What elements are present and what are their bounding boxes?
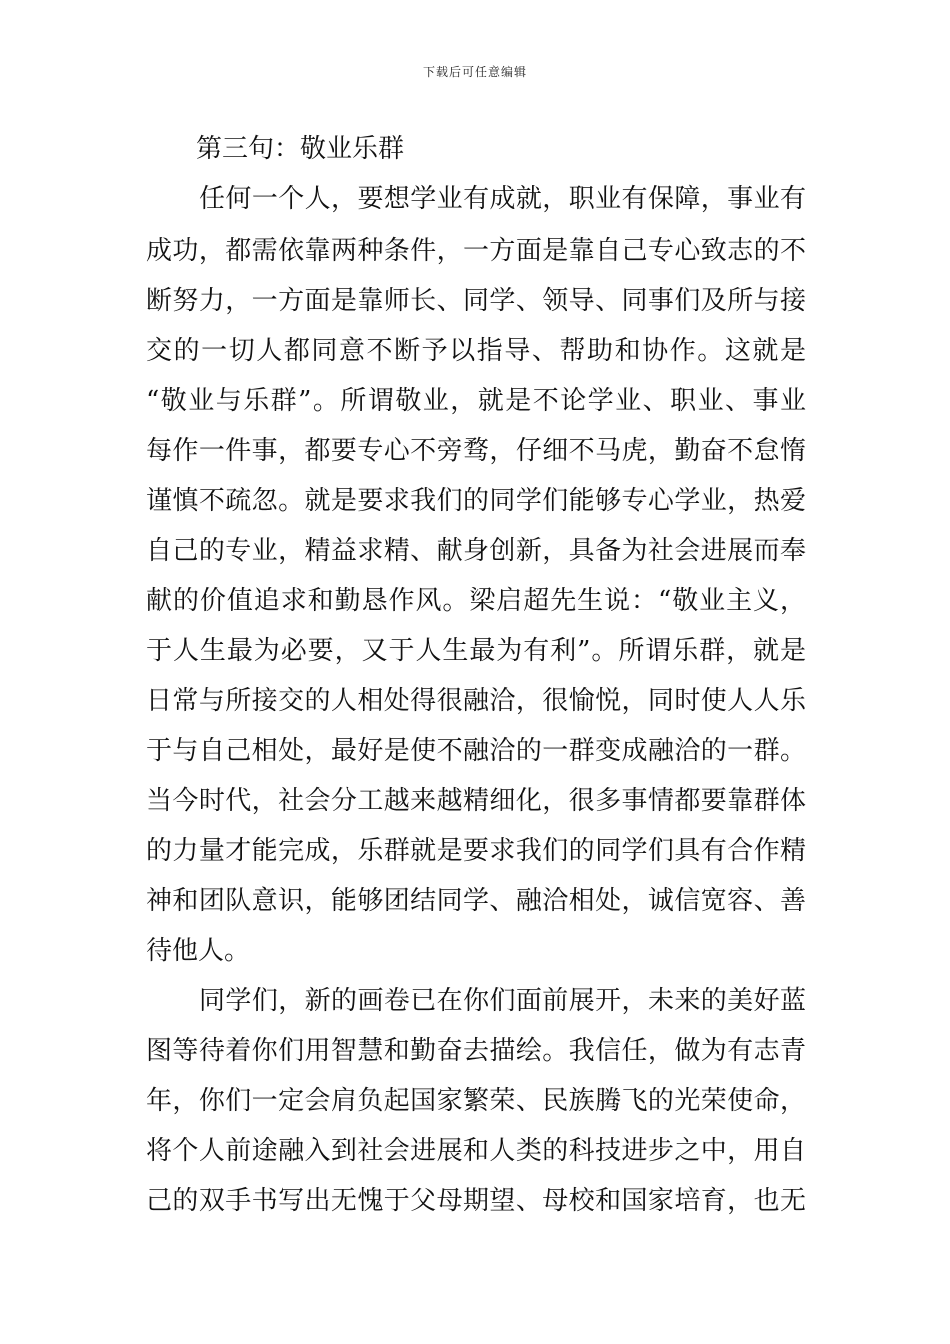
paragraph-line: 日常与所接交的人相处得很融洽，很愉悦，同时使人人乐 [146, 686, 806, 716]
paragraph-line: 于与自己相处，最好是使不融洽的一群变成融洽的一群。 [146, 736, 806, 766]
paragraph-line: 献的价值追求和勤恳作风。梁启超先生说：“敬业主义， [146, 586, 806, 616]
paragraph-line: 交的一切人都同意不断予以指导、帮助和协作。这就是 [146, 336, 806, 366]
paragraph-line: 年，你们一定会肩负起国家繁荣、民族腾飞的光荣使命， [146, 1086, 806, 1116]
paragraph-line: 神和团队意识，能够团结同学、融洽相处，诚信宽容、善 [146, 886, 806, 916]
paragraph-line: 自己的专业，精益求精、献身创新，具备为社会进展而奉 [146, 536, 806, 566]
paragraph-line: 每作一件事，都要专心不旁骛，仔细不马虎，勤奋不怠惰 [146, 436, 806, 466]
paragraph-line: 断努力，一方面是靠师长、同学、领导、同事们及所与接 [146, 286, 806, 316]
paragraph-line: 任何一个人，要想学业有成就，职业有保障，事业有 [199, 184, 806, 214]
paragraph-line: 的力量才能完成，乐群就是要求我们的同学们具有合作精 [146, 836, 806, 866]
paragraph-line: 成功，都需依靠两种条件，一方面是靠自己专心致志的不 [146, 236, 806, 266]
page-header: 下载后可任意编辑 [422, 65, 527, 79]
paragraph-line: 当今时代，社会分工越来越精细化，很多事情都要靠群体 [146, 786, 806, 816]
paragraph-line: 谨慎不疏忽。就是要求我们的同学们能够专心学业，热爱 [146, 486, 806, 516]
paragraph-line: 己的双手书写出无愧于父母期望、母校和国家培育，也无 [146, 1186, 806, 1216]
paragraph-line: 将个人前途融入到社会进展和人类的科技进步之中，用自 [146, 1136, 806, 1166]
paragraph-line: 待他人。 [146, 936, 251, 966]
paragraph-line: 图等待着你们用智慧和勤奋去描绘。我信任，做为有志青 [146, 1036, 806, 1066]
paragraph-line: “敬业与乐群”。所谓敬业，就是不论学业、职业、事业 [146, 386, 806, 416]
paragraph-line: 于人生最为必要，又于人生最为有利”。所谓乐群，就是 [146, 636, 806, 666]
paragraph-line: 同学们，新的画卷已在你们面前展开，未来的美好蓝 [199, 986, 806, 1016]
section-heading: 第三句：敬业乐群 [196, 134, 405, 164]
